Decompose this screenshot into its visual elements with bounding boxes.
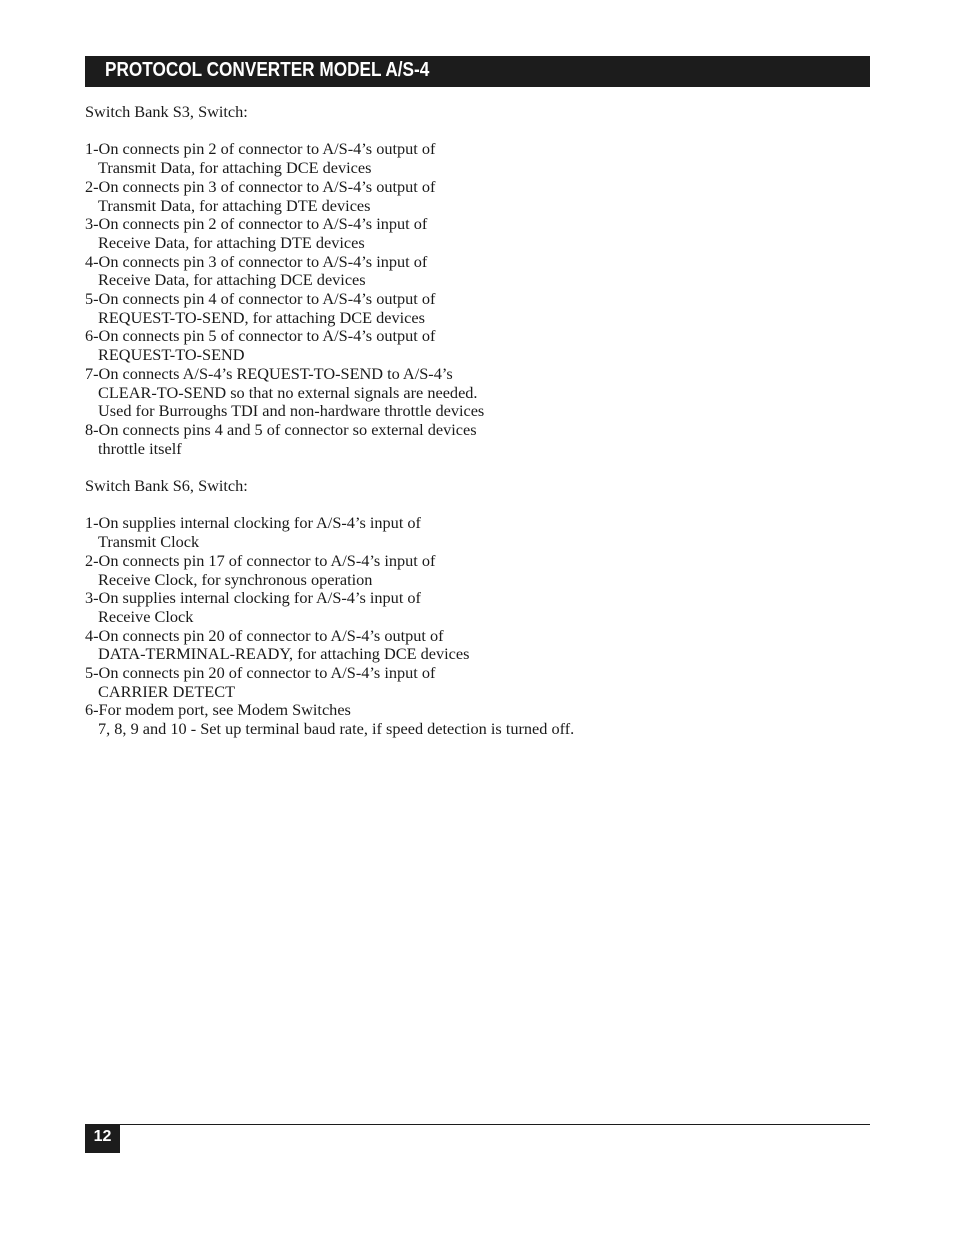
switch-item [85,253,785,290]
switch-item [85,327,785,364]
switch-item [85,514,785,551]
switch-item [85,365,785,421]
switch-item-line: 1-On connects pin 2 of connector to A/S-4’s output of [85,139,436,159]
switch-item [85,140,785,177]
switch-item-line: 2-On connects pin 3 of connector to A/S-4’s output of [85,176,436,196]
switch-item-line: 5-On connects pin 4 of connector to A/S-4’s output of [85,289,436,309]
switch-item-line: 6-For modem port, see Modem Switches [85,700,351,720]
switch-bank-s6-list [85,514,785,720]
switch-item-line: 3-On supplies internal clocking for A/S-4’s input of [85,588,421,608]
switch-item [85,215,785,252]
switch-item-line: 8-On connects pins 4 and 5 of connector so external devices [85,419,477,439]
page-title: PROTOCOL CONVERTER MODEL A/S-4 [105,59,430,81]
switch-item [85,627,785,664]
switch-item-line: 7-On connects A/S-4’s REQUEST-TO-SEND to A/S-4’s [85,363,453,383]
switch-item-line: 4-On connects pin 20 of connector to A/S-4’s output of [85,625,444,645]
switch-item-continuation: Transmit Data, for attaching DTE devices [98,195,371,215]
switch-item [85,701,785,720]
switch-bank-s6-heading: Switch Bank S6, Switch: [85,476,248,496]
baud-rate-note: 7, 8, 9 and 10 - Set up terminal baud rate, if speed detection is turned off. [98,719,575,739]
switch-item-continuation: throttle itself [98,438,182,458]
switch-item [85,178,785,215]
switch-item-line: 4-On connects pin 3 of connector to A/S-4’s input of [85,251,428,271]
switch-item [85,552,785,589]
switch-item-line: 5-On connects pin 20 of connector to A/S-4’s input of [85,663,436,683]
page-number-box [85,1124,120,1153]
switch-item-continuation: Transmit Clock [98,532,200,552]
switch-item-continuation: REQUEST-TO-SEND [98,345,245,365]
switch-item-continuation: Receive Data, for attaching DTE devices [98,232,365,252]
switch-item-continuation: CLEAR-TO-SEND so that no external signals are needed. [98,382,478,402]
switch-item-continuation: Used for Burroughs TDI and non-hardware throttle devices [98,401,485,421]
switch-item [85,290,785,327]
page-number: 12 [93,1128,112,1145]
switch-item [85,664,785,701]
switch-item-line: 2-On connects pin 17 of connector to A/S-4’s input of [85,550,436,570]
switch-item-line: 3-On connects pin 2 of connector to A/S-4’s input of [85,214,428,234]
header-bar [85,56,870,87]
document-body [85,103,785,739]
switch-item-continuation: Receive Data, for attaching DCE devices [98,270,366,290]
switch-item [85,589,785,626]
switch-item-continuation: CARRIER DETECT [98,681,236,701]
switch-item-line: 6-On connects pin 5 of connector to A/S-4’s output of [85,326,436,346]
switch-item-continuation: DATA-TERMINAL-READY, for attaching DCE devices [98,644,470,664]
switch-item-continuation: REQUEST-TO-SEND, for attaching DCE devices [98,307,425,327]
footer-rule [85,1124,870,1125]
switch-item-line: 1-On supplies internal clocking for A/S-4’s input of [85,513,421,533]
switch-bank-s3-list [85,140,785,458]
switch-item-continuation: Transmit Data, for attaching DCE devices [98,158,372,178]
switch-item-continuation: Receive Clock, for synchronous operation [98,569,373,589]
switch-bank-s3-heading: Switch Bank S3, Switch: [85,102,248,121]
switch-item [85,421,785,458]
switch-item-continuation: Receive Clock [98,606,194,626]
